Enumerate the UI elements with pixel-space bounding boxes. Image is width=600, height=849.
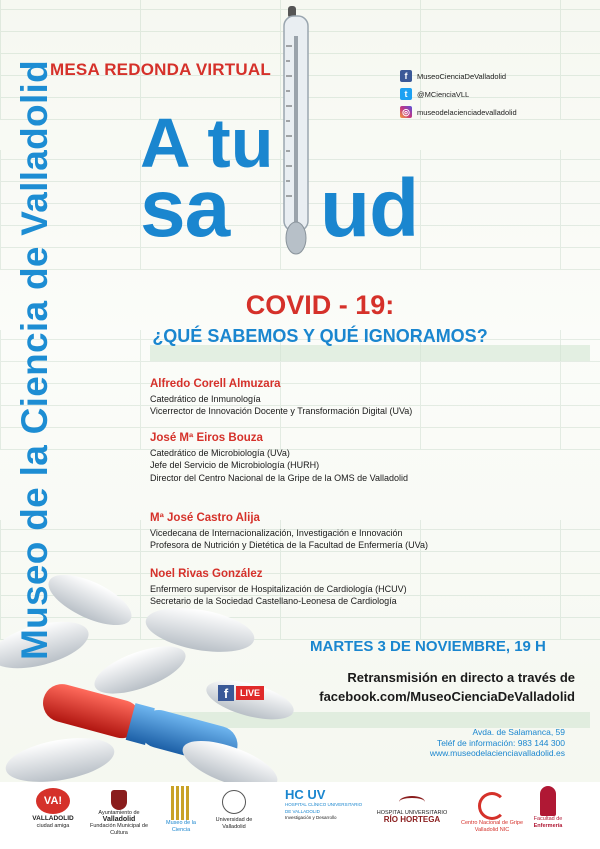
logo-va-valladolid	[28, 788, 78, 829]
speaker-role: Director del Centro Nacional de la Gripe de la OMS de Valladolid	[150, 472, 408, 483]
logo-sub: ciudad amiga	[36, 822, 70, 829]
background-bar	[150, 345, 590, 361]
social-twitter[interactable]	[400, 88, 469, 100]
logo-museo-ciencia	[158, 786, 204, 833]
thermometer-icon	[276, 6, 316, 256]
logo-hcuv	[285, 788, 365, 822]
museum-vertical-title: Museo de la Ciencia de Valladolid	[14, 59, 55, 660]
speaker-name: José Mª Eiros Bouza	[150, 432, 263, 444]
speaker-name: Mª José Castro Alija	[150, 512, 260, 524]
speaker-corell	[150, 378, 412, 418]
speaker-role: Catedrático de Inmunología	[150, 393, 261, 404]
logo-ayuntamiento	[88, 790, 150, 836]
event-date: MARTES 3 DE NOVIEMBRE, 19 H	[310, 638, 546, 655]
contact-info	[360, 727, 565, 759]
speaker-role: Secretario de la Sociedad Castellano-Leonesa de Cardiología	[150, 596, 397, 606]
speaker-castro	[150, 512, 428, 552]
twitter-icon: t	[400, 88, 412, 100]
logo-text: Centro Nacional de Gripe	[460, 820, 524, 826]
headline-ud: ud	[320, 163, 419, 254]
social-label: MuseoCienciaDeValladolid	[417, 71, 507, 81]
logo-gripe	[460, 792, 524, 833]
logo-text: Enfermería	[533, 822, 563, 829]
speaker-name: Alfredo Corell Almuzara	[150, 378, 281, 390]
logo-text: RÍO HORTEGA	[383, 814, 441, 824]
uva-seal-icon	[222, 790, 246, 814]
logo-enfermeria	[526, 786, 570, 829]
contact-web[interactable]: www.museodelacienciavalladolid.es	[429, 748, 565, 758]
headline-sa: sa	[140, 163, 230, 254]
logo-text: VALLADOLID	[32, 815, 74, 822]
topic-title: COVID - 19:	[245, 290, 395, 320]
broadcast-url[interactable]: facebook.com/MuseoCienciaDeValladolid	[319, 689, 575, 704]
logo-sub: Fundación Municipal de Cultura	[89, 823, 149, 836]
logo-uva	[208, 790, 260, 830]
logo-text: HOSPITAL UNIVERSITARIO	[376, 810, 448, 816]
speaker-role: Enfermero supervisor de Hospitalización de Cardiología (HCUV)	[150, 583, 407, 594]
coat-of-arms-icon	[111, 790, 127, 810]
speaker-role: Vicerrector de Innovación Docente y Transformación Digital (UVa)	[150, 406, 413, 416]
hcuv-mark: HC UV	[285, 787, 326, 802]
facebook-icon: f	[400, 70, 412, 82]
logo-text: Valladolid NIC	[474, 826, 510, 833]
logo-text: Museo de la Ciencia	[166, 820, 196, 833]
instagram-icon: ◎	[400, 106, 412, 118]
speaker-role: Catedrático de Microbiología (UVa)	[150, 447, 290, 458]
topic-subtitle: ¿QUÉ SABEMOS Y QUÉ IGNORAMOS?	[152, 326, 488, 346]
logo-text: Facultad de	[533, 816, 563, 822]
contact-address: Avda. de Salamanca, 59	[472, 727, 565, 737]
facebook-live-badge	[218, 685, 264, 701]
logo-sub: Investigación y Desarrollo	[285, 815, 337, 820]
social-instagram[interactable]	[400, 106, 517, 118]
broadcast-info	[265, 668, 575, 706]
speaker-name: Noel Rivas González	[150, 568, 263, 580]
logo-text: Ayuntamiento de	[98, 810, 140, 816]
logo-text: HOSPITAL CLÍNICO UNIVERSITARIO DE VALLADOLID	[285, 802, 363, 814]
speaker-role: Jefe del Servicio de Microbiología (HURH)	[150, 460, 320, 470]
social-facebook[interactable]	[400, 70, 506, 82]
logo-text: Valladolid	[102, 815, 136, 823]
logo-text: Universidad de Valladolid	[215, 817, 253, 830]
gripe-logo-icon	[478, 792, 506, 820]
social-label: museodelacienciadevalladolid	[417, 107, 517, 117]
enfermeria-logo-icon	[540, 786, 556, 816]
speaker-role: Profesora de Nutrición y Dietética de la Facultad de Enfermería (UVa)	[150, 540, 428, 550]
facebook-icon: f	[218, 685, 234, 701]
sponsor-logos	[0, 782, 600, 849]
headline-line1: A tu	[140, 104, 274, 182]
live-label: LIVE	[236, 686, 264, 700]
speaker-role: Vicedecana de Internacionalización, Investigación e Innovación	[150, 527, 403, 538]
logo-hurh	[368, 796, 456, 823]
speaker-rivas	[150, 568, 407, 608]
social-label: @MCienciaVLL	[417, 89, 470, 99]
broadcast-line: Retransmisión en directo a través de	[347, 670, 575, 685]
va-mark: VA!	[36, 788, 70, 814]
contact-phone: Teléf de información: 983 144 300	[436, 737, 565, 748]
speaker-eiros	[150, 432, 408, 484]
event-type: MESA REDONDA VIRTUAL	[50, 60, 271, 79]
museum-logo-icon	[171, 786, 191, 820]
hurh-logo-icon	[399, 796, 425, 808]
